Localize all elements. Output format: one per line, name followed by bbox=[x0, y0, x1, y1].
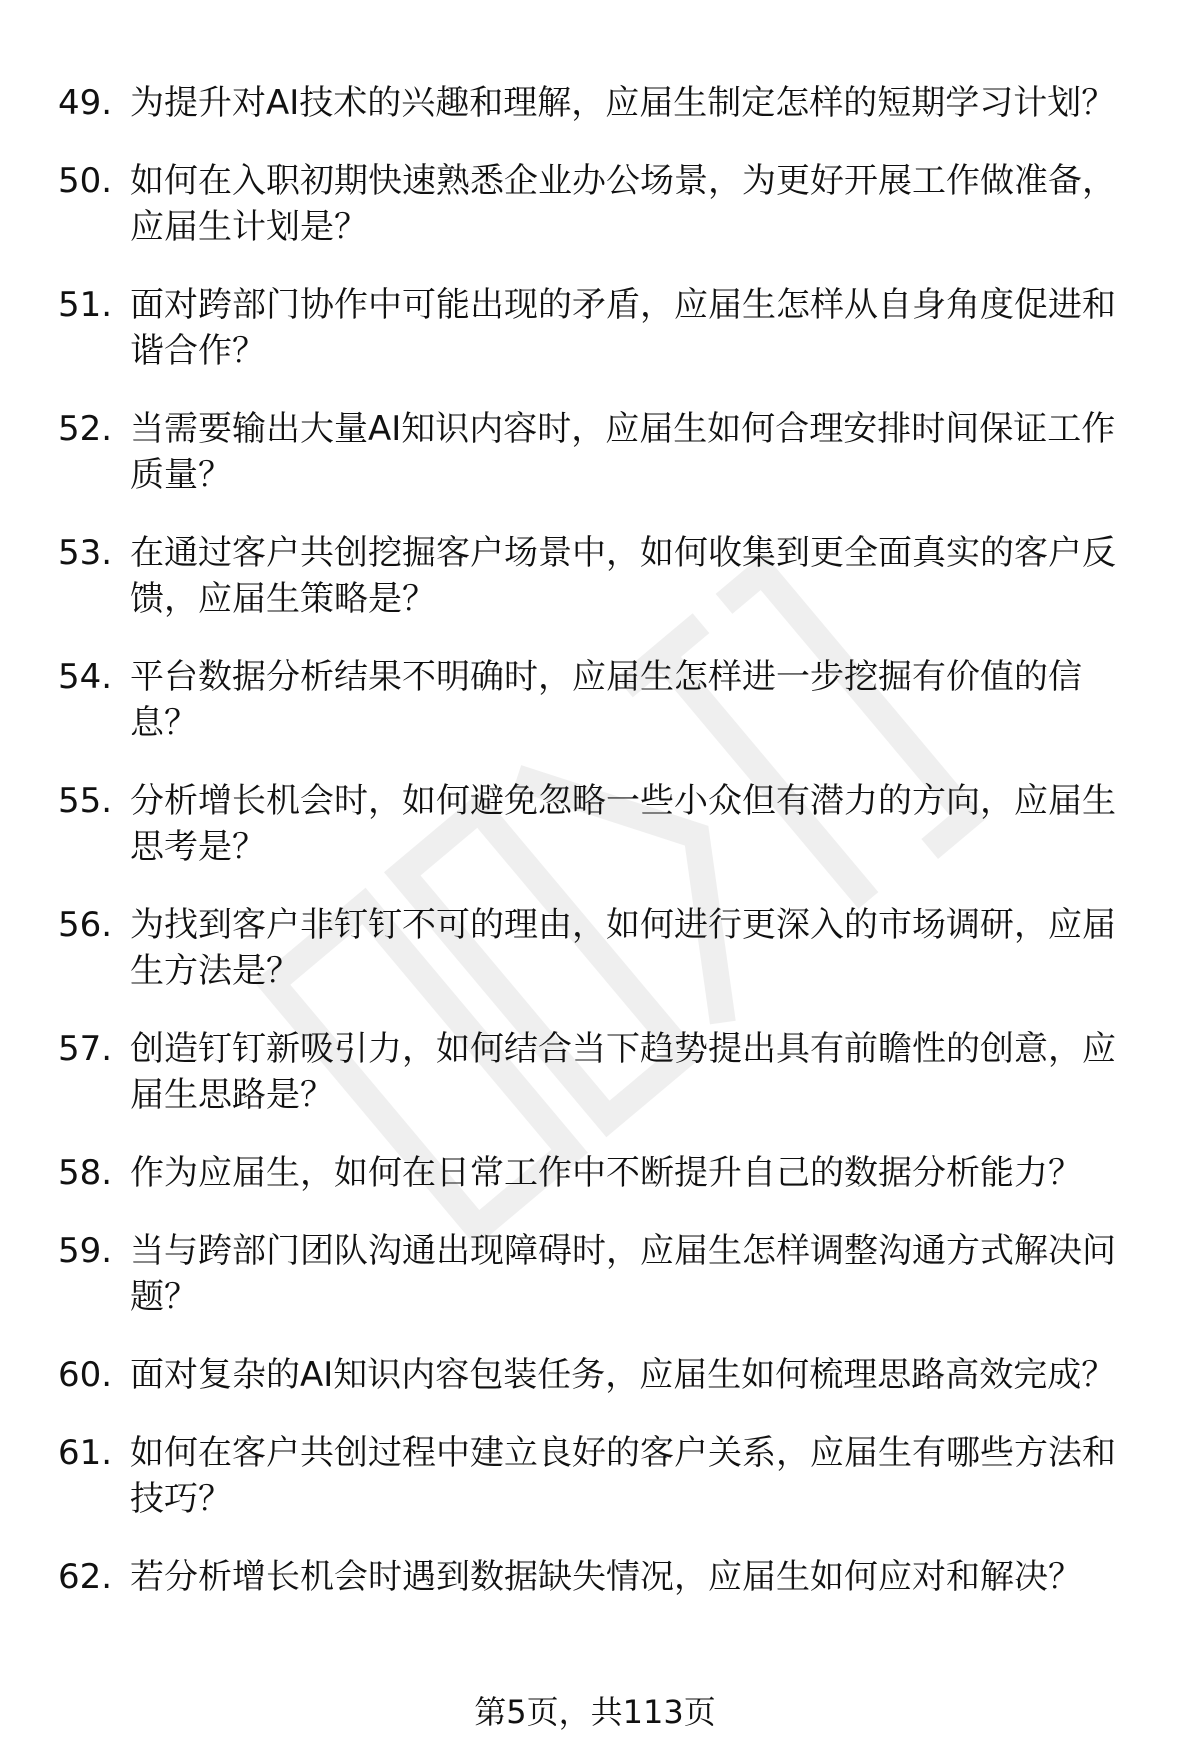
question-text: 若分析增长机会时遇到数据缺失情况，应届生如何应对和解决？ bbox=[130, 1557, 1082, 1597]
list-item bbox=[58, 530, 1158, 622]
list-item bbox=[58, 902, 1158, 994]
question-number: 59. bbox=[58, 1231, 113, 1271]
list-item bbox=[58, 1026, 1158, 1118]
question-text: 为找到客户非钉钉不可的理由，如何进行更深入的市场调研，应届生方法是？ bbox=[130, 905, 1116, 991]
question-number: 53. bbox=[58, 533, 113, 573]
list-item bbox=[58, 282, 1158, 374]
question-number: 57. bbox=[58, 1029, 113, 1069]
question-text: 平台数据分析结果不明确时，应届生怎样进一步挖掘有价值的信息？ bbox=[130, 657, 1082, 743]
question-text: 当与跨部门团队沟通出现障碍时，应届生怎样调整沟通方式解决问题？ bbox=[130, 1231, 1116, 1317]
question-text: 如何在客户共创过程中建立良好的客户关系，应届生有哪些方法和技巧？ bbox=[130, 1433, 1116, 1519]
list-item bbox=[58, 778, 1158, 870]
question-number: 62. bbox=[58, 1557, 113, 1597]
question-number: 61. bbox=[58, 1433, 113, 1473]
list-item bbox=[58, 406, 1158, 498]
question-number: 51. bbox=[58, 285, 113, 325]
page-number-footer: 第5页，共113页 bbox=[474, 1693, 716, 1731]
list-item bbox=[58, 1352, 1158, 1398]
list-item bbox=[58, 1554, 1158, 1600]
question-number: 56. bbox=[58, 905, 113, 945]
question-text: 在通过客户共创挖掘客户场景中，如何收集到更全面真实的客户反馈，应届生策略是？ bbox=[130, 533, 1116, 619]
question-number: 52. bbox=[58, 409, 113, 449]
question-list bbox=[58, 80, 1158, 1632]
question-number: 49. bbox=[58, 83, 113, 123]
list-item bbox=[58, 80, 1158, 126]
question-number: 58. bbox=[58, 1153, 113, 1193]
question-text: 作为应届生，如何在日常工作中不断提升自己的数据分析能力？ bbox=[130, 1153, 1082, 1193]
question-text: 面对复杂的AI知识内容包装任务，应届生如何梳理思路高效完成？ bbox=[130, 1355, 1116, 1395]
question-number: 54. bbox=[58, 657, 113, 697]
question-text: 为提升对AI技术的兴趣和理解，应届生制定怎样的短期学习计划？ bbox=[130, 83, 1116, 123]
list-item bbox=[58, 1430, 1158, 1522]
list-item bbox=[58, 1228, 1158, 1320]
question-text: 创造钉钉新吸引力，如何结合当下趋势提出具有前瞻性的创意，应届生思路是？ bbox=[130, 1029, 1116, 1115]
question-text: 如何在入职初期快速熟悉企业办公场景，为更好开展工作做准备，应届生计划是？ bbox=[130, 161, 1116, 247]
question-number: 60. bbox=[58, 1355, 113, 1395]
list-item bbox=[58, 158, 1158, 250]
question-number: 55. bbox=[58, 781, 113, 821]
list-item bbox=[58, 654, 1158, 746]
question-text: 分析增长机会时，如何避免忽略一些小众但有潜力的方向，应届生思考是？ bbox=[130, 781, 1116, 867]
question-text: 面对跨部门协作中可能出现的矛盾，应届生怎样从自身角度促进和谐合作？ bbox=[130, 285, 1116, 371]
question-number: 50. bbox=[58, 161, 113, 201]
question-text: 当需要输出大量AI知识内容时，应届生如何合理安排时间保证工作质量？ bbox=[130, 409, 1116, 495]
list-item bbox=[58, 1150, 1158, 1196]
